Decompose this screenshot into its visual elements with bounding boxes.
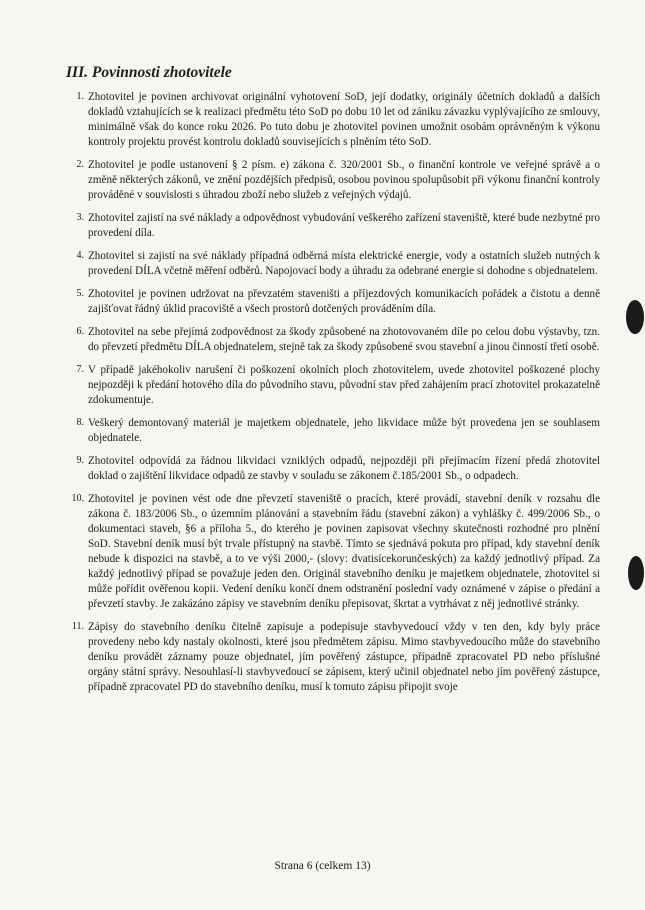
page-footer: Strana 6 (celkem 13) [274,860,371,872]
item-text: Zhotovitel je podle ustanovení § 2 písm. e) zákona č. 320/2001 Sb., o finanční kontrole ve veřejné správě a o změně některých zákonů, ve znění pozdějších předpisů, osobou povinou spolupůsobit při výkonu finanční kontroly prováděné v souvislosti s úhradou zboží nebo služeb z veřejných výdajů. [88,159,600,201]
list-item [76,249,600,279]
punch-hole-mark [628,556,644,590]
item-text: Zhotovitel odpovídá za řádnou likvidaci vzniklých odpadů, nejpozději při přejímacím řízení předá zhotovitel doklad o zajištění likvidace odpadů ze stavby v souladu se zákonem č.185/2001 Sb., o odpadech. [88,455,600,482]
list-item [76,416,600,446]
list-item [71,492,600,612]
item-text: Zhotovitel je povinen archivovat originální vyhotovení SoD, její dodatky, originály účetních dokladů a dalších dokladů vztahujících se k realizaci předmětu této SoD po dobu 10 let od zániku závazku vyplývajícího ze smlouvy, minimálně však do konce roku 2026. Po tuto dobu je zhotovitel povinen umožnit osobám oprávněným k výkonu kontroly projektu provést kontrolu dokladů souvisejících s plněním této SoD. [88,91,600,148]
list-item [76,454,600,484]
list-item [76,90,600,150]
list-item [76,287,600,317]
item-number: 8. [76,417,84,428]
item-number: 10. [71,493,84,504]
item-text: Zhotovitel zajistí na své náklady a odpovědnost vybudování veškerého zařízení staveniště, které bude nezbytné pro provedení díla. [88,212,600,239]
item-text: Zhotovitel je povinen vést ode dne převzetí staveniště o pracích, které provádí, stavební deník v rozsahu dle zákona č. 183/2006 Sb., o územním plánování a stavebním řádu (stavební zákon) a vyhlášky č. 499/2006 Sb., o dokumentaci staveb, §6 a příloha 5., do kterého je povinen zapisovat všechny skutečnosti rozhodné pro plnění SoD. Stavební deník musí být trvale přístupný na stavbě. Tímto se sjednává pokuta pro případ, kdy stavební deník nebude k dispozici na stavbě, a to ve výši 2000,- (slovy: dvatisícekorunčeských) za každý jednotlivý případ. Za každý jednotlivý případ se považuje jeden den. Originál stavebního deníku je majetkem objednatele, zhotovitel si může pořídit ověřenou kopii. Vedení deníku končí dnem odstranění poslední vady oznámené v zápise o předání a převzetí stavby. Je zakázáno zápisy ve stavebním deníku přepisovat, škrtat a vytrhávat z něj jednotlivé stránky. [88,493,600,610]
item-number: 3. [76,212,84,223]
list-item [76,158,600,203]
list-item [76,211,600,241]
list-item [76,325,600,355]
item-number: 4. [76,250,84,261]
list-item [76,363,600,408]
obligations-list [71,90,600,695]
section-heading: III. Povinnosti zhotovitele [66,64,232,81]
item-text: Zhotovitel je povinen udržovat na převzatém staveništi a příjezdových komunikacích pořádek a čistotu a denně zajišťovat řádný úklid pracoviště a všech prostorů dotčených prováděním díla. [88,288,600,315]
item-text: Zhotovitel si zajistí na své náklady případná odběrná místa elektrické energie, vody a ostatních služeb nutných k provedení DÍLA včetně měření odběrů. Napojovací body a úhradu za odebrané energie si dohodne s objednatelem. [88,250,600,277]
item-number: 2. [76,159,84,170]
item-number: 1. [76,91,84,102]
item-text: Veškerý demontovaný materiál je majetkem objednatele, jeho likvidace může být provedena jen se souhlasem objednatele. [88,417,600,444]
item-number: 7. [76,364,84,375]
item-number: 11. [71,621,84,632]
item-number: 6. [76,326,84,337]
item-number: 5. [76,288,84,299]
item-number: 9. [76,455,84,466]
punch-hole-mark [626,300,644,334]
item-text: V případě jakéhokoliv narušení či poškození okolních ploch zhotovitelem, uvede zhotovitel poškozené plochy nejpozději k předání hotového díla do původního stavu, původní stav před zahájením prací zhotovitel prokazatelně zdokumentuje. [88,364,600,406]
item-text: Zhotovitel na sebe přejímá zodpovědnost za škody způsobené na zhotovovaném díle po celou dobu výstavby, tzn. do převzetí předmětu DÍLA objednatelem, stejně tak za škody způsobené svou stavební a jinou činností třetí osobě. [88,326,600,353]
list-item [71,620,600,695]
item-text: Zápisy do stavebního deníku čitelně zapisuje a podepisuje stavbyvedoucí vždy v ten den, kdy byly práce provedeny nebo kdy nastaly okolnosti, které jsou předmětem zápisu. Mimo stavbyvedoucího může do stavebního deníku provádět záznamy pouze objednatel, jím pověřený zástupce, případně zpracovatel PD nebo příslušné orgány státní správy. Nesouhlasí-li stavbyvedoucí se zápisem, který učinil objednatel nebo jím pověřený zástupce, případně zpracovatel PD do stavebního deníku, musí k tomuto zápisu připojit svoje [88,621,600,693]
